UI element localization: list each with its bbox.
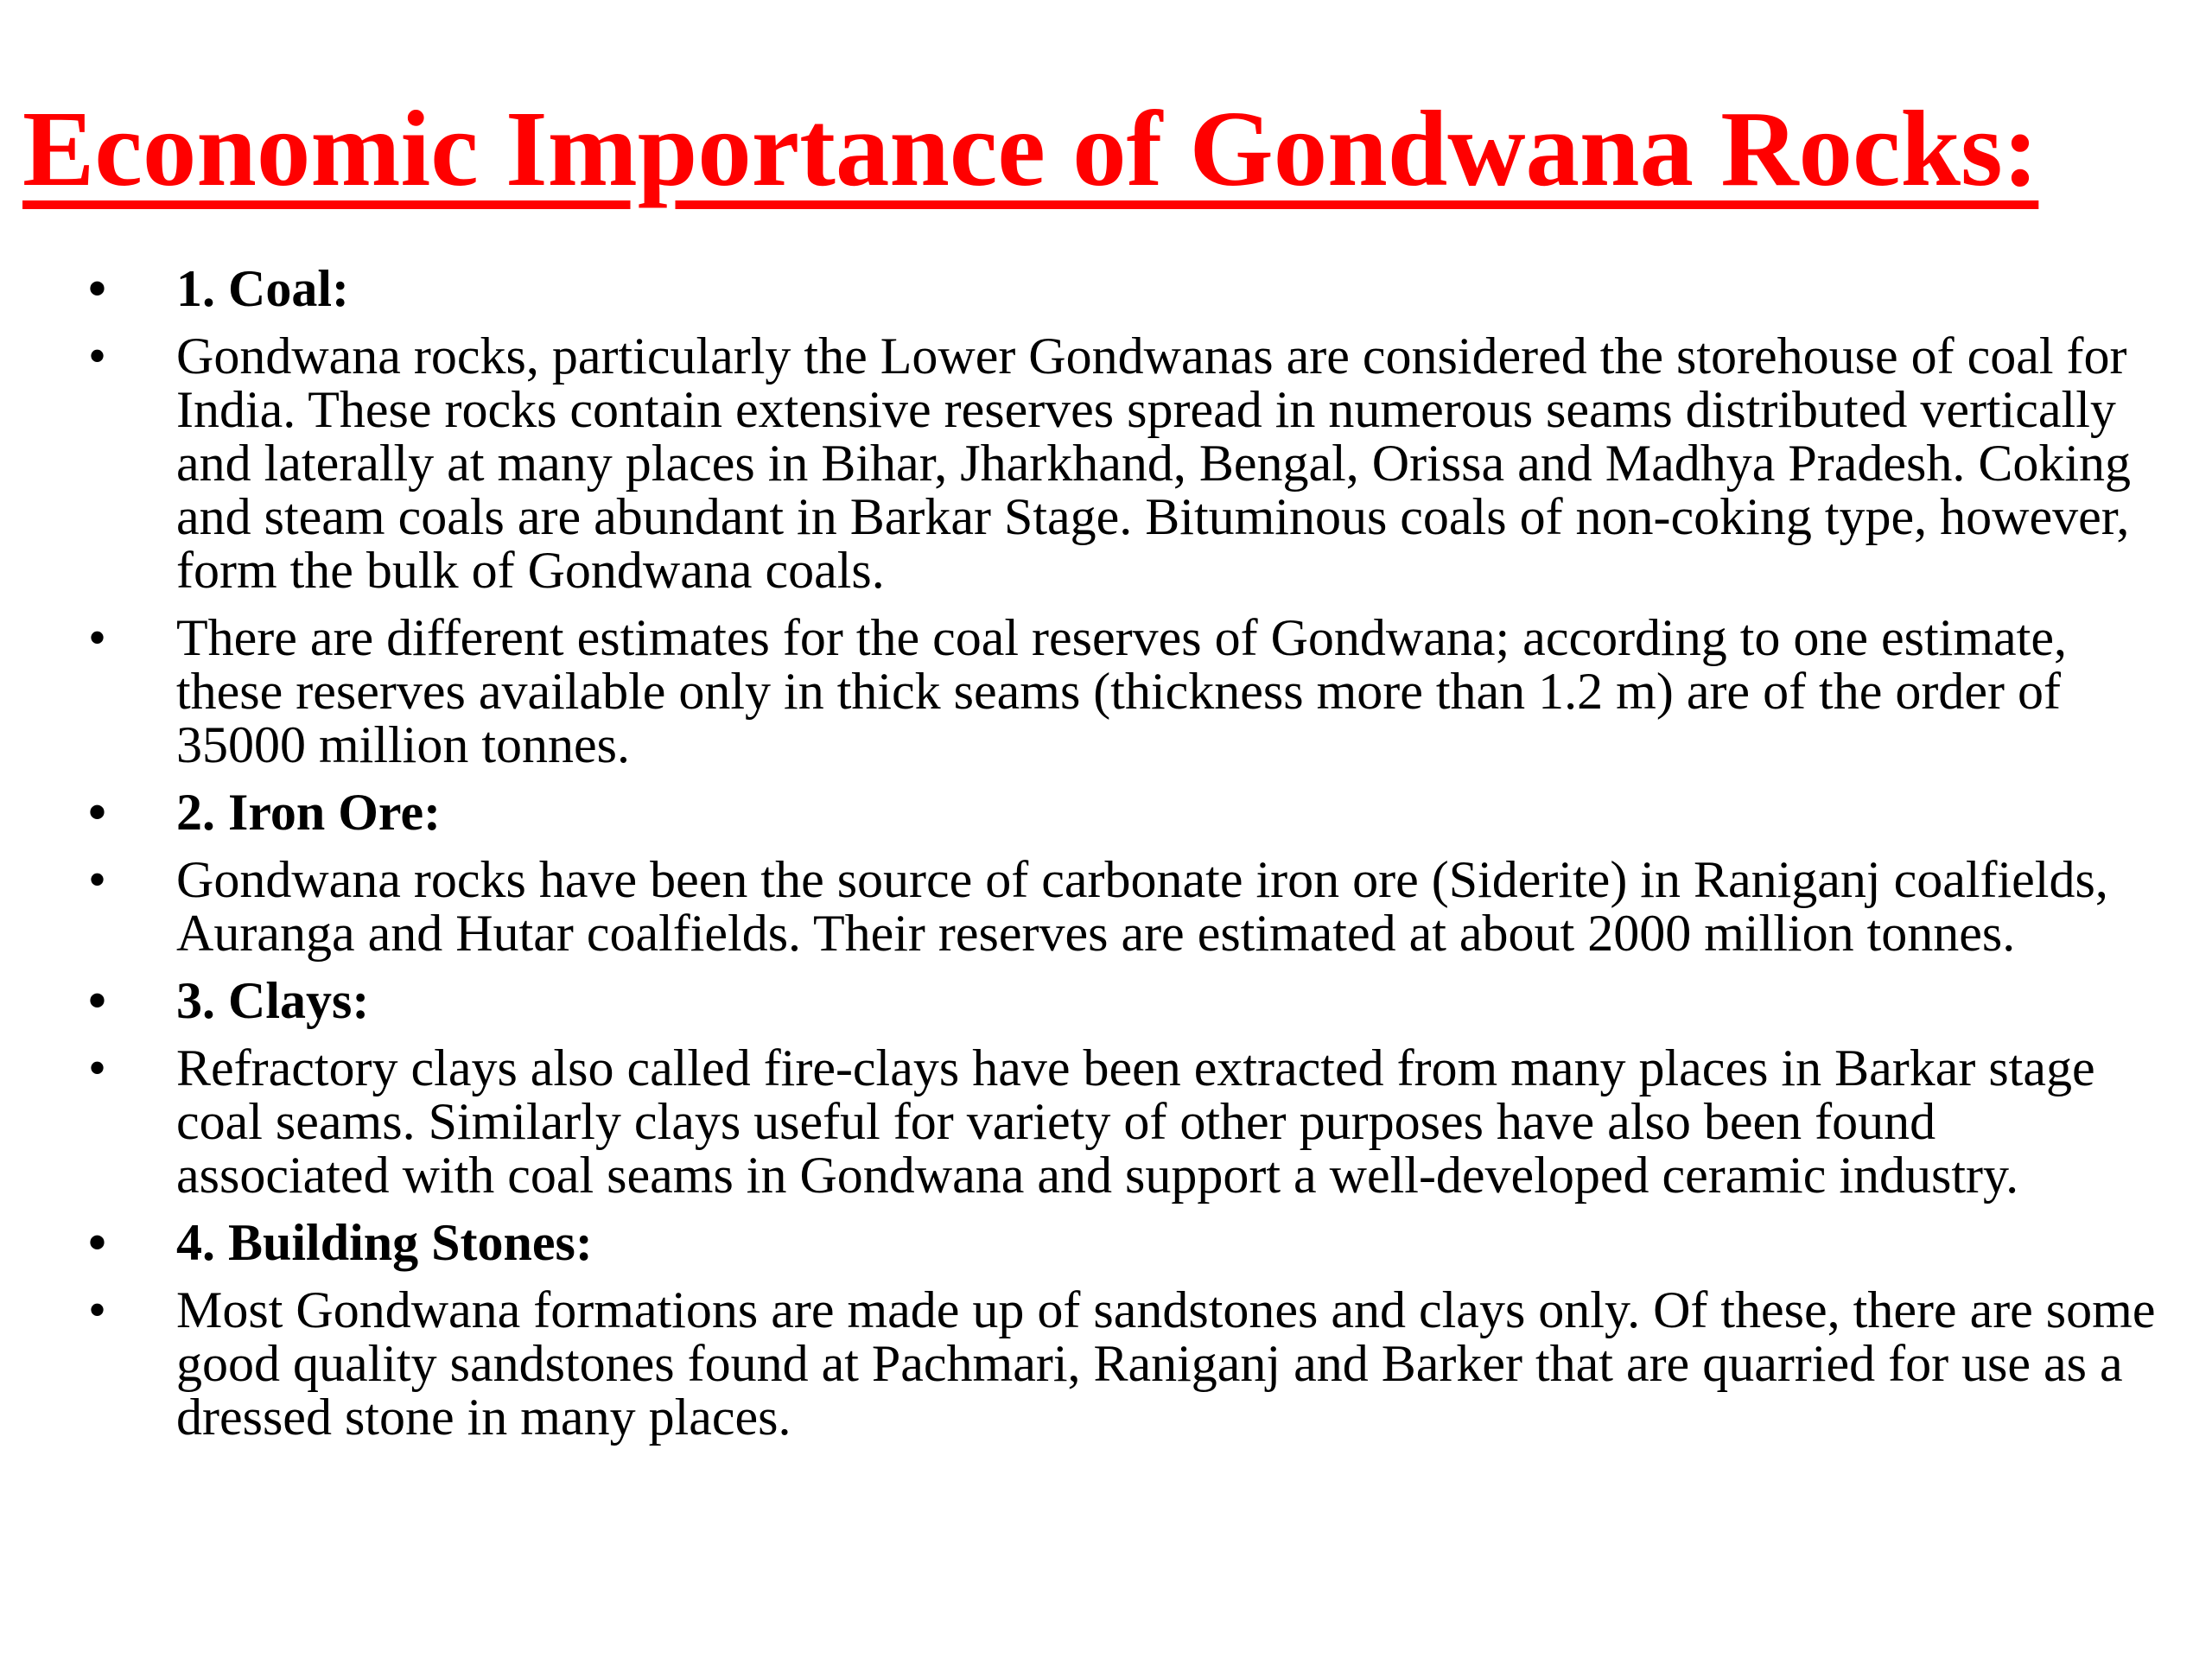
bullet-dot: • <box>88 609 107 666</box>
bullet-heading-building-stones <box>0 1216 2212 1269</box>
bullet-text: There are different estimates for the coal reserves of Gondwana; according to one estimate, these reserves available only in thick seams (thickness more than 1.2 m) are of the order of 35000 million tonnes. <box>176 609 2067 773</box>
bullet-text: Most Gondwana formations are made up of sandstones and clays only. Of these, there are some good quality sandstones found at Pachmari, Raniganj and Barker that are quarried for use as a dressed stone in many places. <box>176 1281 2156 1446</box>
bullet-dot: • <box>88 1214 107 1271</box>
bullet-dot: • <box>88 327 107 385</box>
bullet-text: 4. Building Stones: <box>176 1214 593 1271</box>
bullet-text: 1. Coal: <box>176 260 349 317</box>
bullet-text: Refractory clays also called fire-clays have been extracted from many places in Barkar stage coal seams. Similarly clays useful for variety of other purposes have also been found associated with coal seams in Gondwana and support a well-developed ceramic industry. <box>176 1039 2095 1204</box>
bullet-dot: • <box>88 1039 107 1096</box>
bullet-dot: • <box>88 972 107 1029</box>
bullet-dot: • <box>88 851 107 908</box>
bullet-coal-storehouse <box>0 329 2212 597</box>
bullet-heading-iron-ore <box>0 785 2212 839</box>
bullet-heading-clays <box>0 974 2212 1027</box>
bullet-text: 3. Clays: <box>176 972 370 1029</box>
bullet-list <box>0 262 2212 1458</box>
bullet-clays-refractory <box>0 1041 2212 1202</box>
bullet-dot: • <box>88 1281 107 1338</box>
bullet-text: Gondwana rocks have been the source of carbonate iron ore (Siderite) in Raniganj coalfields, Auranga and Hutar coalfields. Their reserves are estimated at about 2000 million tonnes. <box>176 851 2108 962</box>
bullet-heading-coal <box>0 262 2212 315</box>
bullet-dot: • <box>88 784 107 841</box>
bullet-text: Gondwana rocks, particularly the Lower Gondwanas are considered the storehouse of coal for India. These rocks contain extensive reserves spread in numerous seams distributed vertically and laterally at many places in Bihar, Jharkhand, Bengal, Orissa and Madhya Pradesh. Coking and steam coals are abundant in Barkar Stage. Bituminous coals of non-coking type, however, form the bulk of Gondwana coals. <box>176 327 2132 599</box>
bullet-iron-ore-source <box>0 853 2212 960</box>
slide-title: Economic Importance of Gondwana Rocks: <box>22 90 2039 209</box>
bullet-building-stones-sandstones <box>0 1283 2212 1444</box>
bullet-text: 2. Iron Ore: <box>176 784 442 841</box>
bullet-coal-reserves <box>0 611 2212 772</box>
bullet-dot: • <box>88 260 107 317</box>
